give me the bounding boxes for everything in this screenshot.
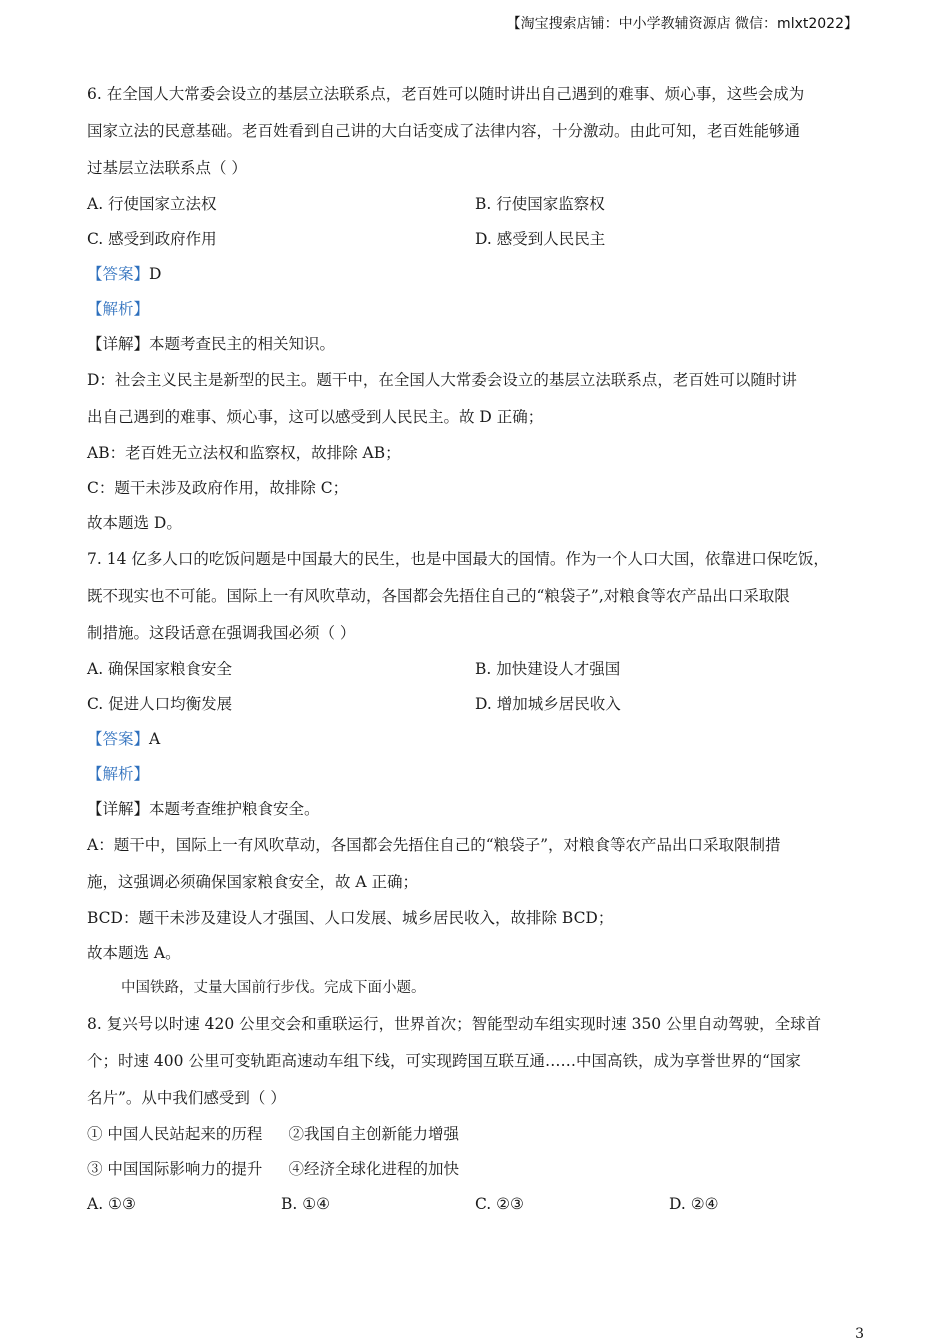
option-d: D. 感受到人民民主 (475, 230, 606, 248)
detail-line: C：题干未涉及政府作用，故排除 C； (87, 479, 349, 497)
page-number: 3 (855, 1326, 864, 1342)
option-c: C. 促进人口均衡发展 (87, 695, 233, 713)
detail-line: 【详解】本题考查民主的相关知识。 (87, 335, 336, 353)
question-stem-line: 个；时速 400 公里可变轨距高速动车组下线，可实现跨国互联互通……中国高铁，成为享誉世界的“国家 (87, 1052, 801, 1070)
options-row (87, 652, 877, 687)
options-row (87, 1187, 877, 1222)
question-7 (87, 541, 877, 971)
option-b: B. 行使国家监察权 (475, 195, 605, 213)
option-d: D. ②④ (669, 1195, 719, 1213)
options-row (87, 687, 877, 722)
detail-line: D：社会主义民主是新型的民主。题干中，在全国人大常委会设立的基层立法联系点，老百姓可以随时讲 (87, 371, 797, 389)
detail-line: 出自己遇到的难事、烦心事，这可以感受到人民民主。故 D 正确； (87, 408, 544, 426)
answer-line (87, 722, 877, 757)
option-a: A. ①③ (87, 1195, 136, 1213)
analysis-tag: 【解析】 (87, 300, 150, 318)
detail-line: A：题干中，国际上一有风吹草动，各国都会先捂住自己的“粮袋子”，对粮食等农产品出口采取限制措 (87, 836, 781, 854)
statement-2: ②我国自主创新能力增强 (288, 1125, 459, 1143)
statements-row (87, 1117, 877, 1152)
question-stem-line: 国家立法的民意基础。老百姓看到自己讲的大白话变成了法律内容，十分激动。由此可知，老百姓能够通 (87, 122, 801, 140)
option-b: B. ①④ (281, 1195, 331, 1213)
document-content (87, 76, 877, 1222)
option-c: C. 感受到政府作用 (87, 230, 217, 248)
detail-line: 【详解】本题考查维护粮食安全。 (87, 800, 320, 818)
answer-value: D (149, 265, 162, 283)
answer-line (87, 257, 877, 292)
detail-line: 施，这强调必须确保国家粮食安全，故 A 正确； (87, 873, 419, 891)
option-a: A. 确保国家粮食安全 (87, 660, 233, 678)
statement-4: ④经济全球化进程的加快 (288, 1160, 459, 1178)
question-stem-line: 既不现实也不可能。国际上一有风吹草动，各国都会先捂住自己的“粮袋子”,对粮食等农产品出口采取限 (87, 587, 790, 605)
question-stem-line: 过基层立法联系点（ ） (87, 159, 247, 177)
question-8 (87, 1006, 877, 1222)
statement-3: ③ 中国国际影响力的提升 (87, 1160, 263, 1178)
answer-value: A (149, 730, 161, 748)
question-6 (87, 76, 877, 541)
page-header: 【淘宝搜索店铺：中小学教辅资源店 微信：mlxt2022】 (506, 16, 858, 32)
section-intro: 中国铁路，丈量大国前行步伐。完成下面小题。 (121, 980, 426, 996)
statements-row (87, 1152, 877, 1187)
detail-line: BCD：题干未涉及建设人才强国、人口发展、城乡居民收入，故排除 BCD； (87, 909, 614, 927)
answer-tag: 【答案】 (87, 265, 150, 283)
options-row (87, 187, 877, 222)
detail-line: 故本题选 D。 (87, 514, 182, 532)
statement-1: ① 中国人民站起来的历程 (87, 1125, 263, 1143)
question-stem-line: 名片”。从中我们感受到（ ） (87, 1089, 286, 1107)
question-stem-line: 8. 复兴号以时速 420 公里交会和重联运行，世界首次；智能型动车组实现时速 350 公里自动驾驶，全球首 (87, 1015, 822, 1033)
analysis-tag: 【解析】 (87, 765, 150, 783)
option-c: C. ②③ (475, 1195, 524, 1213)
detail-line: AB：老百姓无立法权和监察权，故排除 AB； (87, 444, 401, 462)
option-d: D. 增加城乡居民收入 (475, 695, 621, 713)
options-row (87, 222, 877, 257)
question-stem-line: 制措施。这段话意在强调我国必须（ ） (87, 624, 356, 642)
detail-line: 故本题选 A。 (87, 944, 181, 962)
question-stem-line: 6. 在全国人大常委会设立的基层立法联系点，老百姓可以随时讲出自己遇到的难事、烦心事，这些会成为 (87, 85, 805, 103)
question-stem-line: 7. 14 亿多人口的吃饭问题是中国最大的民生，也是中国最大的国情。作为一个人口大国，依靠进口保吃饭， (87, 550, 829, 568)
option-a: A. 行使国家立法权 (87, 195, 217, 213)
answer-tag: 【答案】 (87, 730, 150, 748)
option-b: B. 加快建设人才强国 (475, 660, 621, 678)
